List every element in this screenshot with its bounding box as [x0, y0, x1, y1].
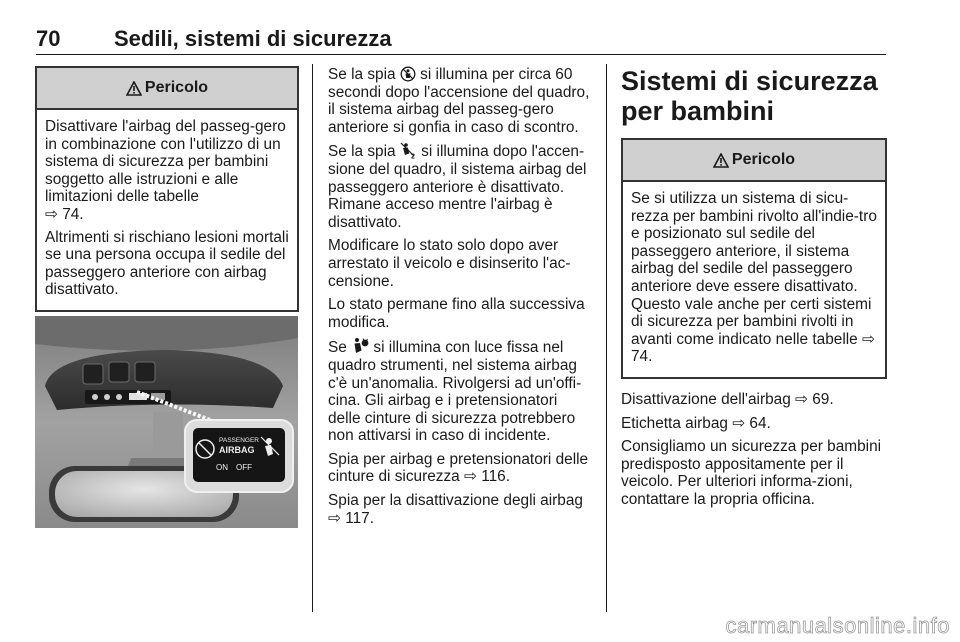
warning-box-child-seat — [621, 138, 887, 379]
text-paragraph: Se si illumina con luce fissa nel quadro strumenti, nel sistema airbag c'è un'anomalia. Rivolgersi ad un'offi-cina. Gli airbag e i pretensionatori delle cinture di sicurezza potrebbero non attivarsi in caso di incidente. — [328, 339, 582, 445]
middle-column — [328, 66, 593, 533]
warning-body — [37, 110, 297, 310]
text-paragraph: Consigliamo un sicurezza per bambini predisposto appositamente per il veicolo. Per ulteriori informa-zioni, contattare la propria officina. — [621, 438, 882, 508]
text-paragraph: Spia per airbag e pretensionatori delle cinture di sicurezza ⇨ 116. — [328, 450, 589, 486]
header-rule — [36, 54, 886, 55]
text-paragraph: Etichetta airbag ⇨ 64. — [621, 414, 771, 432]
text-paragraph: Modificare lo stato solo dopo aver arrestato il veicolo e disinserito l'ac-censione. — [328, 237, 571, 290]
page-ref-arrow-icon: ⇨ — [795, 390, 808, 408]
warning-triangle-icon — [713, 153, 729, 168]
warning-title: Pericolo — [731, 151, 796, 169]
panel-label-on: ON — [216, 463, 228, 472]
page-ref-arrow-icon: ⇨ — [328, 509, 341, 527]
warning-header — [623, 140, 885, 182]
svg-text:2: 2 — [410, 153, 415, 160]
page-ref-arrow-icon: ⇨ — [464, 468, 477, 486]
page-ref-link[interactable]: 74. — [631, 348, 653, 366]
airbag-indicator-photo — [35, 316, 298, 528]
text-paragraph: Disattivazione dell'airbag ⇨ 69. — [621, 390, 834, 408]
warning-paragraph: Se si utilizza un sistema di sicu-rezza per bambini rivolto all'indie-tro e posizionato sul sedile del passeggero anteriore, il sistema airbag del sedile del passeggero anteriore deve essere disattivato. Questo vale anche per certi sistemi di sicurezza per bambini rivolti in avanti come indicato nelle tabelle ⇨ 74. — [631, 190, 877, 366]
text-paragraph: Se la spia si illumina per circa 60 secondi dopo l'accensione del quadro, il sistema airbag del passeg-gero anteriore si gonfia in caso di scontro. — [328, 66, 590, 136]
airbag-fault-icon — [351, 337, 369, 355]
page-ref-arrow-icon: ⇨ — [732, 414, 746, 432]
page-ref-link[interactable]: 117. — [345, 509, 374, 527]
panel-label-passenger: PASSENGER — [219, 437, 259, 444]
watermark: carmanualsonline.info — [725, 613, 950, 638]
column-divider-right — [606, 64, 607, 612]
warning-title: Pericolo — [144, 79, 209, 97]
text-paragraph: Lo stato permane fino alla successiva modifica. — [328, 296, 585, 331]
panel-label-airbag: AIRBAG — [219, 445, 255, 455]
page-ref-link[interactable]: 74. — [62, 205, 84, 223]
page-ref-arrow-icon: ⇨ — [862, 330, 875, 348]
chapter-title: Sedili, sistemi di sicurezza — [114, 26, 392, 51]
warning-header — [37, 68, 297, 110]
warning-triangle-icon — [126, 81, 142, 96]
page-ref-link[interactable]: 69. — [812, 390, 834, 408]
column-divider-left — [312, 64, 313, 612]
warning-paragraph: Disattivare l'airbag del passeg-gero in combinazione con l'utilizzo di un sistema di sicurezza per bambini soggetto alle istruzioni e alle limitazioni delle tabelle ⇨ 74. — [45, 118, 286, 223]
text-paragraph: Spia per la disattivazione degli airbag ⇨ 117. — [328, 492, 583, 527]
warning-body — [623, 182, 885, 377]
warning-box-airbag — [35, 66, 299, 312]
page-ref-link[interactable]: 116. — [481, 468, 511, 486]
page-header — [36, 26, 886, 54]
page-number: 70 — [36, 26, 61, 51]
airbag-off-indicator-icon — [400, 142, 417, 159]
right-column — [621, 66, 887, 515]
left-column — [35, 66, 299, 312]
text-paragraph: Se la spia 2 si illumina dopo l'accen-sione del quadro, il sistema airbag del passeggero anteriore è disattivato. Rimane acceso mentre l'airbag è disattivato. — [328, 143, 587, 231]
warning-paragraph: Altrimenti si rischiano lesioni mortali se una persona occupa il sedile del passeggero anteriore con airbag disattivato. — [45, 228, 289, 299]
airbag-on-warning-icon — [400, 66, 416, 82]
page-ref-arrow-icon: ⇨ — [45, 205, 58, 223]
section-title: Sistemi di sicurezza per bambini — [621, 66, 878, 126]
page-ref-link[interactable]: 64. — [749, 414, 771, 432]
panel-label-off: OFF — [236, 463, 252, 472]
